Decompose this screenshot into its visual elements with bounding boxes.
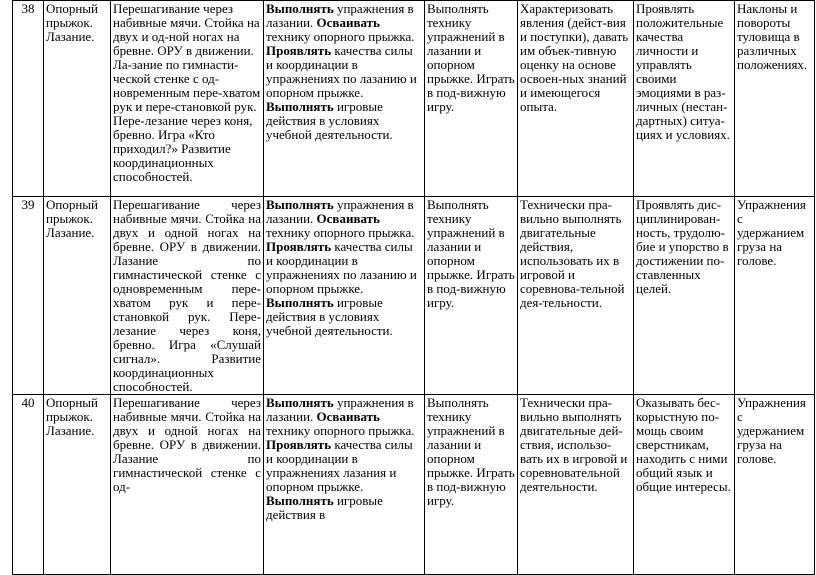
- lesson-topic-cell: Опорный прыжок. Лазание.: [44, 1, 111, 197]
- student-activity-cell: [264, 1, 425, 197]
- metasubject-results-cell: Технически пра-вильно выполнять двигательные действия, использовать их в игровой и соревнова-тельной дея-тельности.: [518, 197, 634, 395]
- homework-cell: Упражнения с удержанием груза на голове.: [735, 395, 815, 575]
- activity-text: игровые действия в: [266, 493, 383, 522]
- emphasis-verb: Проявлять: [266, 43, 332, 58]
- emphasis-verb: Осваивать: [316, 15, 380, 30]
- emphasis-verb: Выполнять: [266, 395, 334, 410]
- table-row: [13, 197, 815, 395]
- activity-text: игровые действия в условиях учебной деятельности.: [266, 99, 393, 142]
- activity-text: упражнения в лазании.: [266, 1, 414, 30]
- activity-text: технику опорного прыжка.: [266, 225, 415, 240]
- table-row: [13, 1, 815, 197]
- lesson-number-cell: 40: [13, 395, 44, 575]
- subject-results-cell: Выполнять технику упражнений в лазании и опорном прыжке. Играть в под-вижную игру.: [425, 1, 518, 197]
- emphasis-verb: Проявлять: [266, 437, 332, 452]
- metasubject-results-cell: Характеризовать явления (дейст-вия и поступки), давать им объек-тивную оценку на основе освоен-ных знаний и имеющегося опыта.: [518, 1, 634, 197]
- student-activity-cell: [264, 197, 425, 395]
- lesson-plan-table: [12, 0, 815, 575]
- emphasis-verb: Выполнять: [266, 1, 334, 16]
- emphasis-verb: Выполнять: [266, 295, 334, 310]
- emphasis-verb: Проявлять: [266, 239, 332, 254]
- activity-text: качества силы и координации в упражнениях по лазанию и опорном прыжке.: [266, 239, 417, 296]
- emphasis-verb: Выполнять: [266, 197, 334, 212]
- emphasis-verb: Выполнять: [266, 493, 334, 508]
- activity-text: технику опорного прыжка.: [266, 29, 415, 44]
- lesson-content-cell: Перешагивание через набивные мячи. Стойка на двух и одной ногах на бревне. ОРУ в движении. Лазание по гимнастической стенке с од-: [111, 395, 264, 575]
- lesson-topic-cell: Опорный прыжок. Лазание.: [44, 395, 111, 575]
- activity-text: качества силы и координации в упражнениях лазания и опорном прыжке.: [266, 437, 413, 494]
- lesson-topic-cell: Опорный прыжок. Лазание.: [44, 197, 111, 395]
- activity-text: качества силы и координации в упражнениях по лазанию и опорном прыжке.: [266, 43, 417, 100]
- subject-results-cell: Выполнять технику упражнений в лазании и опорном прыжке. Играть в под-вижную игру.: [425, 395, 518, 575]
- student-activity-cell: [264, 395, 425, 575]
- activity-text: упражнения в лазании.: [266, 395, 414, 424]
- table-row: [13, 395, 815, 575]
- lesson-number-cell: 38: [13, 1, 44, 197]
- subject-results-cell: Выполнять технику упражнений в лазании и опорном прыжке. Играть в под-вижную игру.: [425, 197, 518, 395]
- personal-results-cell: Проявлять положительные качества личности и управлять своими эмоциями в раз-личных (нестан-дартных) ситуа-циях и условиях.: [634, 1, 735, 197]
- lesson-content-cell: Перешагивание через набивные мячи. Стойка на двух и од-ной ногах на бревне. ОРУ в движении. Ла-зание по гимнасти-ческой стенке с од-новременным пере-хватом рук и пере-становкой рук. Пере-лезание через коня, бревно. Игра «Кто приходил?» Развитие координационных способностей.: [111, 1, 264, 197]
- activity-text: упражнения в лазании.: [266, 197, 414, 226]
- lesson-number-cell: 39: [13, 197, 44, 395]
- activity-text: технику опорного прыжка.: [266, 423, 415, 438]
- lesson-content-cell: Перешагивание через набивные мячи. Стойка на двух и одной ногах на бревне. ОРУ в движении. Лазание по гимнастической стенке с одновременным пере-хватом рук и пере-становкой рук. Пере-лезание через коня, бревно. Игра «Слушай сигнал». Развитие координационных способностей.: [111, 197, 264, 395]
- emphasis-verb: Осваивать: [316, 211, 380, 226]
- emphasis-verb: Осваивать: [316, 409, 380, 424]
- homework-cell: Наклоны и повороты туловища в различных положениях.: [735, 1, 815, 197]
- metasubject-results-cell: Технически пра-вильно выполнять двигательные дей-ствия, использо-вать их в игровой и соревновательной деятельности.: [518, 395, 634, 575]
- personal-results-cell: Оказывать бес-корыстную по-мощь своим сверстникам, находить с ними общий язык и общие интересы.: [634, 395, 735, 575]
- emphasis-verb: Выполнять: [266, 99, 334, 114]
- homework-cell: Упражнения с удержанием груза на голове.: [735, 197, 815, 395]
- personal-results-cell: Проявлять дис-циплинирован-ность, трудолю-бие и упорство в достижении по-ставленных целей.: [634, 197, 735, 395]
- activity-text: игровые действия в условиях учебной деятельности.: [266, 295, 393, 338]
